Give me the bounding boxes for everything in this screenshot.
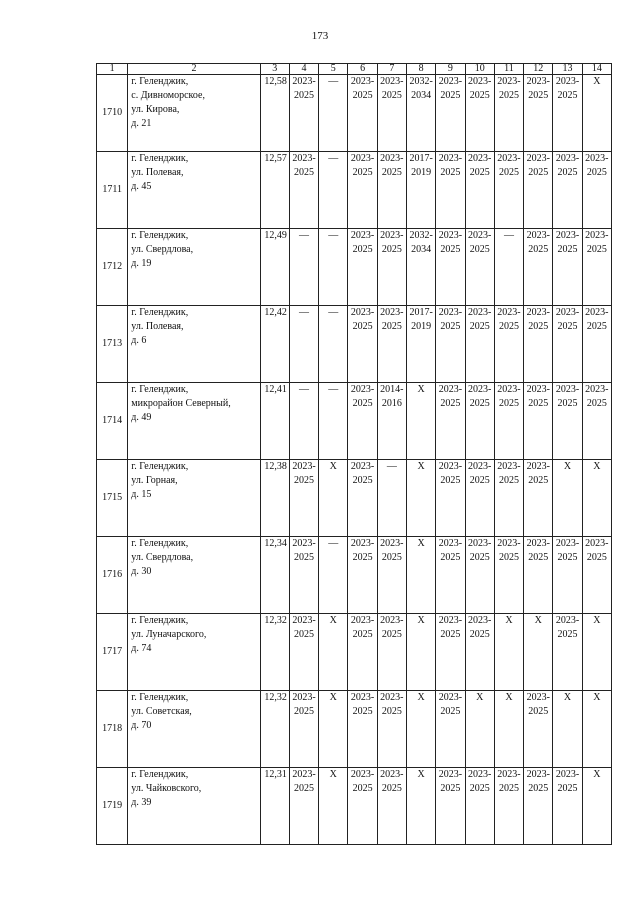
row-number: 1718 bbox=[97, 691, 128, 768]
table-header-row bbox=[97, 64, 612, 75]
period-cell: X bbox=[553, 460, 582, 537]
table-row bbox=[97, 152, 612, 229]
column-header: 5 bbox=[319, 64, 348, 75]
period-cell: 2023- 2025 bbox=[348, 229, 377, 306]
period-cell: X bbox=[582, 614, 611, 691]
address-line: г. Геленджик, bbox=[131, 615, 189, 626]
period-cell: 2023- 2025 bbox=[436, 768, 465, 845]
row-number: 1712 bbox=[97, 229, 128, 306]
address-line: д. 45 bbox=[131, 181, 152, 192]
period-cell: 2023- 2025 bbox=[436, 229, 465, 306]
period-cell: 2017- 2019 bbox=[406, 306, 435, 383]
period-cell: 2023- 2025 bbox=[524, 768, 553, 845]
column-header: 13 bbox=[553, 64, 582, 75]
period-cell: 2023- 2025 bbox=[377, 691, 406, 768]
period-cell: X bbox=[406, 383, 435, 460]
address-cell bbox=[128, 614, 260, 691]
address-cell bbox=[128, 537, 260, 614]
period-cell: 2023- 2025 bbox=[465, 306, 494, 383]
period-cell: 2023- 2025 bbox=[289, 152, 318, 229]
period-cell: 2023- 2025 bbox=[582, 152, 611, 229]
column-header: 12 bbox=[524, 64, 553, 75]
period-cell: 2023- 2025 bbox=[465, 537, 494, 614]
period-cell: 2014- 2016 bbox=[377, 383, 406, 460]
row-number: 1715 bbox=[97, 460, 128, 537]
address-cell bbox=[128, 75, 260, 152]
period-cell: 2023- 2025 bbox=[348, 383, 377, 460]
column-header: 14 bbox=[582, 64, 611, 75]
period-cell: 2023- 2025 bbox=[465, 383, 494, 460]
address-line: д. 21 bbox=[131, 118, 152, 129]
column-header: 8 bbox=[406, 64, 435, 75]
address-line: д. 15 bbox=[131, 489, 152, 500]
period-cell: 2023- 2025 bbox=[553, 383, 582, 460]
period-cell: 2023- 2025 bbox=[377, 614, 406, 691]
period-cell: — bbox=[289, 229, 318, 306]
address-cell bbox=[128, 229, 260, 306]
period-cell: 2023- 2025 bbox=[465, 75, 494, 152]
table-row bbox=[97, 614, 612, 691]
period-cell: 2023- 2025 bbox=[348, 152, 377, 229]
period-cell: 2023- 2025 bbox=[289, 691, 318, 768]
period-cell: — bbox=[319, 152, 348, 229]
period-cell: 2023- 2025 bbox=[465, 152, 494, 229]
period-cell: 2023- 2025 bbox=[553, 306, 582, 383]
period-cell: — bbox=[319, 306, 348, 383]
address-cell bbox=[128, 306, 260, 383]
period-cell: 2023- 2025 bbox=[494, 306, 523, 383]
column-header: 4 bbox=[289, 64, 318, 75]
address-line: ул. Чайковского, bbox=[131, 783, 202, 794]
column-header: 7 bbox=[377, 64, 406, 75]
period-cell: 2023- 2025 bbox=[465, 614, 494, 691]
period-cell: — bbox=[289, 383, 318, 460]
period-cell: 2023- 2025 bbox=[524, 306, 553, 383]
address-line: ул. Полевая, bbox=[131, 321, 184, 332]
column-header: 11 bbox=[494, 64, 523, 75]
column-header: 10 bbox=[465, 64, 494, 75]
address-line: г. Геленджик, bbox=[131, 153, 189, 164]
period-cell: 2023- 2025 bbox=[348, 537, 377, 614]
table-row bbox=[97, 383, 612, 460]
period-cell: 2023- 2025 bbox=[494, 75, 523, 152]
row-number: 1716 bbox=[97, 537, 128, 614]
period-cell: — bbox=[319, 75, 348, 152]
period-cell: 2032- 2034 bbox=[406, 229, 435, 306]
table-row bbox=[97, 75, 612, 152]
period-cell: 2023- 2025 bbox=[524, 460, 553, 537]
period-cell: 2023- 2025 bbox=[377, 152, 406, 229]
period-cell: — bbox=[494, 229, 523, 306]
period-cell: 2023- 2025 bbox=[348, 691, 377, 768]
period-cell: 2023- 2025 bbox=[377, 229, 406, 306]
period-cell: 2023- 2025 bbox=[377, 75, 406, 152]
period-cell: 2023- 2025 bbox=[553, 152, 582, 229]
period-cell: X bbox=[319, 614, 348, 691]
period-cell: 2023- 2025 bbox=[436, 614, 465, 691]
address-line: с. Дивноморское, bbox=[131, 90, 205, 101]
period-cell: 2023- 2025 bbox=[436, 152, 465, 229]
period-cell: 2023- 2025 bbox=[289, 614, 318, 691]
period-cell: 2023- 2025 bbox=[494, 537, 523, 614]
period-cell: 2023- 2025 bbox=[465, 768, 494, 845]
address-cell bbox=[128, 460, 260, 537]
column-header: 1 bbox=[97, 64, 128, 75]
address-line: ул. Кирова, bbox=[131, 104, 180, 115]
row-number: 1710 bbox=[97, 75, 128, 152]
period-cell: X bbox=[582, 75, 611, 152]
period-cell: 2023- 2025 bbox=[494, 152, 523, 229]
period-cell: 2023- 2025 bbox=[377, 768, 406, 845]
period-cell: — bbox=[319, 537, 348, 614]
table-row bbox=[97, 537, 612, 614]
period-cell: 2023- 2025 bbox=[348, 460, 377, 537]
period-cell: X bbox=[406, 614, 435, 691]
table-row bbox=[97, 229, 612, 306]
register-table bbox=[96, 63, 612, 845]
period-cell: 2023- 2025 bbox=[348, 768, 377, 845]
period-cell: 2023- 2025 bbox=[524, 537, 553, 614]
period-cell: X bbox=[494, 691, 523, 768]
period-cell: X bbox=[582, 691, 611, 768]
period-cell: 2023- 2025 bbox=[553, 614, 582, 691]
row-number: 1713 bbox=[97, 306, 128, 383]
period-cell: X bbox=[524, 614, 553, 691]
period-cell: 2023- 2025 bbox=[524, 229, 553, 306]
period-cell: 2023- 2025 bbox=[436, 460, 465, 537]
area-cell: 12,34 bbox=[260, 537, 289, 614]
period-cell: 2023- 2025 bbox=[553, 768, 582, 845]
address-cell bbox=[128, 691, 260, 768]
address-line: д. 19 bbox=[131, 258, 152, 269]
period-cell: X bbox=[465, 691, 494, 768]
address-line: д. 30 bbox=[131, 566, 152, 577]
period-cell: 2023- 2025 bbox=[553, 537, 582, 614]
period-cell: 2023- 2025 bbox=[289, 75, 318, 152]
row-number: 1714 bbox=[97, 383, 128, 460]
period-cell: 2023- 2025 bbox=[524, 691, 553, 768]
area-cell: 12,31 bbox=[260, 768, 289, 845]
period-cell: X bbox=[406, 691, 435, 768]
column-header: 3 bbox=[260, 64, 289, 75]
period-cell: 2023- 2025 bbox=[289, 537, 318, 614]
period-cell: — bbox=[319, 229, 348, 306]
address-cell bbox=[128, 768, 260, 845]
period-cell: — bbox=[377, 460, 406, 537]
area-cell: 12,41 bbox=[260, 383, 289, 460]
period-cell: 2023- 2025 bbox=[582, 537, 611, 614]
address-line: д. 70 bbox=[131, 720, 152, 731]
period-cell: X bbox=[319, 768, 348, 845]
address-line: г. Геленджик, bbox=[131, 538, 189, 549]
period-cell: 2023- 2025 bbox=[582, 383, 611, 460]
address-line: г. Геленджик, bbox=[131, 307, 189, 318]
address-line: г. Геленджик, bbox=[131, 230, 189, 241]
address-cell bbox=[128, 152, 260, 229]
address-line: д. 49 bbox=[131, 412, 152, 423]
address-cell bbox=[128, 383, 260, 460]
period-cell: 2023- 2025 bbox=[524, 383, 553, 460]
address-line: д. 6 bbox=[131, 335, 147, 346]
period-cell: 2023- 2025 bbox=[524, 75, 553, 152]
row-number: 1717 bbox=[97, 614, 128, 691]
period-cell: 2023- 2025 bbox=[553, 75, 582, 152]
address-line: ул. Свердлова, bbox=[131, 244, 194, 255]
address-line: микрорайон Северный, bbox=[131, 398, 231, 409]
area-cell: 12,32 bbox=[260, 691, 289, 768]
period-cell: 2023- 2025 bbox=[377, 306, 406, 383]
period-cell: 2017- 2019 bbox=[406, 152, 435, 229]
address-line: г. Геленджик, bbox=[131, 461, 189, 472]
period-cell: 2023- 2025 bbox=[494, 460, 523, 537]
area-cell: 12,49 bbox=[260, 229, 289, 306]
area-cell: 12,58 bbox=[260, 75, 289, 152]
period-cell: X bbox=[582, 460, 611, 537]
row-number: 1711 bbox=[97, 152, 128, 229]
period-cell: X bbox=[582, 768, 611, 845]
period-cell: 2023- 2025 bbox=[289, 768, 318, 845]
address-line: ул. Горная, bbox=[131, 475, 178, 486]
area-cell: 12,32 bbox=[260, 614, 289, 691]
address-line: г. Геленджик, bbox=[131, 76, 189, 87]
period-cell: X bbox=[406, 460, 435, 537]
period-cell: — bbox=[289, 306, 318, 383]
period-cell: — bbox=[319, 383, 348, 460]
table-row bbox=[97, 460, 612, 537]
address-line: ул. Полевая, bbox=[131, 167, 184, 178]
period-cell: 2023- 2025 bbox=[348, 75, 377, 152]
address-line: д. 74 bbox=[131, 643, 152, 654]
address-line: г. Геленджик, bbox=[131, 384, 189, 395]
period-cell: 2023- 2025 bbox=[553, 229, 582, 306]
address-line: ул. Луначарского, bbox=[131, 629, 207, 640]
table-row bbox=[97, 768, 612, 845]
table-row bbox=[97, 306, 612, 383]
period-cell: X bbox=[319, 460, 348, 537]
period-cell: 2023- 2025 bbox=[494, 768, 523, 845]
period-cell: 2023- 2025 bbox=[582, 306, 611, 383]
period-cell: 2023- 2025 bbox=[582, 229, 611, 306]
period-cell: 2023- 2025 bbox=[436, 537, 465, 614]
column-header: 9 bbox=[436, 64, 465, 75]
period-cell: 2023- 2025 bbox=[348, 306, 377, 383]
period-cell: 2023- 2025 bbox=[436, 75, 465, 152]
area-cell: 12,38 bbox=[260, 460, 289, 537]
table-row bbox=[97, 691, 612, 768]
row-number: 1719 bbox=[97, 768, 128, 845]
period-cell: 2023- 2025 bbox=[436, 383, 465, 460]
address-line: ул. Советская, bbox=[131, 706, 192, 717]
period-cell: X bbox=[319, 691, 348, 768]
period-cell: 2023- 2025 bbox=[377, 537, 406, 614]
page-number: 173 bbox=[311, 30, 329, 42]
period-cell: 2023- 2025 bbox=[436, 306, 465, 383]
period-cell: 2023- 2025 bbox=[348, 614, 377, 691]
period-cell: 2023- 2025 bbox=[494, 383, 523, 460]
address-line: г. Геленджик, bbox=[131, 692, 189, 703]
address-line: г. Геленджик, bbox=[131, 769, 189, 780]
period-cell: 2023- 2025 bbox=[289, 460, 318, 537]
period-cell: X bbox=[406, 768, 435, 845]
period-cell: X bbox=[494, 614, 523, 691]
period-cell: X bbox=[553, 691, 582, 768]
area-cell: 12,57 bbox=[260, 152, 289, 229]
column-header: 2 bbox=[128, 64, 260, 75]
period-cell: 2023- 2025 bbox=[436, 691, 465, 768]
area-cell: 12,42 bbox=[260, 306, 289, 383]
address-line: д. 39 bbox=[131, 797, 152, 808]
address-line: ул. Свердлова, bbox=[131, 552, 194, 563]
period-cell: 2023- 2025 bbox=[524, 152, 553, 229]
period-cell: 2023- 2025 bbox=[465, 460, 494, 537]
column-header: 6 bbox=[348, 64, 377, 75]
period-cell: 2032- 2034 bbox=[406, 75, 435, 152]
period-cell: X bbox=[406, 537, 435, 614]
period-cell: 2023- 2025 bbox=[465, 229, 494, 306]
